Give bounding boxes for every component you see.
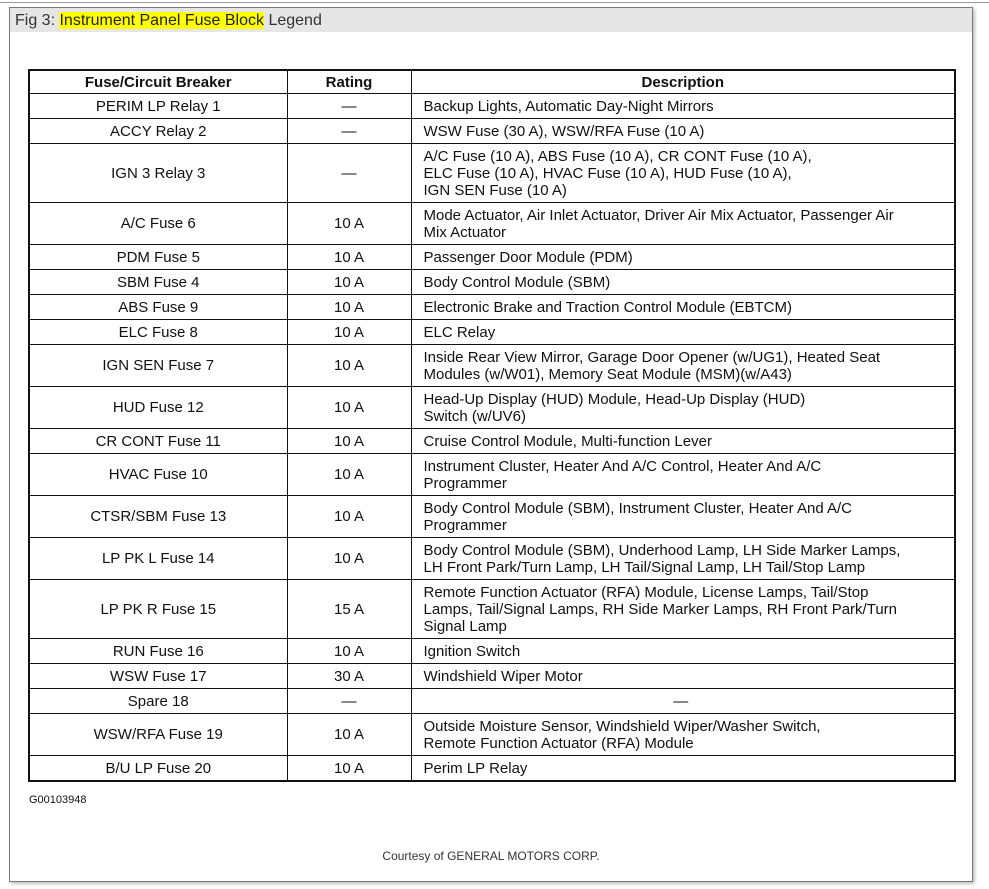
table-row bbox=[29, 387, 955, 429]
description-cell: Backup Lights, Automatic Day-Night Mirrors bbox=[411, 94, 955, 119]
rating-cell: — bbox=[287, 144, 411, 203]
fuse-cell: SBM Fuse 4 bbox=[29, 270, 287, 295]
rating-cell: 30 A bbox=[287, 664, 411, 689]
rating-cell: 15 A bbox=[287, 580, 411, 639]
fuse-cell: A/C Fuse 6 bbox=[29, 203, 287, 245]
rating-cell: 10 A bbox=[287, 639, 411, 664]
description-cell: Electronic Brake and Traction Control Module (EBTCM) bbox=[411, 295, 955, 320]
table-row bbox=[29, 270, 955, 295]
table-row bbox=[29, 454, 955, 496]
fuse-cell: CR CONT Fuse 11 bbox=[29, 429, 287, 454]
table-row bbox=[29, 639, 955, 664]
rating-cell: 10 A bbox=[287, 538, 411, 580]
description-cell: Instrument Cluster, Heater And A/C Control, Heater And A/C Programmer bbox=[411, 454, 955, 496]
caption-highlighted-title: Instrument Panel Fuse Block bbox=[59, 12, 265, 29]
rating-cell: 10 A bbox=[287, 429, 411, 454]
rating-cell: 10 A bbox=[287, 320, 411, 345]
description-cell: Perim LP Relay bbox=[411, 756, 955, 782]
table-row bbox=[29, 345, 955, 387]
fuse-cell: IGN 3 Relay 3 bbox=[29, 144, 287, 203]
table-row bbox=[29, 295, 955, 320]
description-cell: Windshield Wiper Motor bbox=[411, 664, 955, 689]
table-row bbox=[29, 664, 955, 689]
rating-cell: 10 A bbox=[287, 387, 411, 429]
description-cell: Passenger Door Module (PDM) bbox=[411, 245, 955, 270]
description-cell: Body Control Module (SBM) bbox=[411, 270, 955, 295]
header-description: Description bbox=[411, 70, 955, 94]
figure-caption bbox=[15, 12, 322, 30]
table-row bbox=[29, 714, 955, 756]
description-cell: Outside Moisture Sensor, Windshield Wiper/Washer Switch, Remote Function Actuator (RFA) Module bbox=[411, 714, 955, 756]
table-row bbox=[29, 119, 955, 144]
description-cell: Mode Actuator, Air Inlet Actuator, Driver Air Mix Actuator, Passenger Air Mix Actuator bbox=[411, 203, 955, 245]
page-top-rule bbox=[0, 2, 989, 3]
rating-cell: 10 A bbox=[287, 454, 411, 496]
header-rating: Rating bbox=[287, 70, 411, 94]
description-cell: Cruise Control Module, Multi-function Lever bbox=[411, 429, 955, 454]
rating-cell: 10 A bbox=[287, 245, 411, 270]
description-cell: Head-Up Display (HUD) Module, Head-Up Display (HUD) Switch (w/UV6) bbox=[411, 387, 955, 429]
fuse-cell: WSW/RFA Fuse 19 bbox=[29, 714, 287, 756]
fuse-cell: LP PK L Fuse 14 bbox=[29, 538, 287, 580]
caption-bar bbox=[10, 8, 972, 32]
figure-frame bbox=[9, 7, 973, 882]
rating-cell: 10 A bbox=[287, 270, 411, 295]
description-cell: Ignition Switch bbox=[411, 639, 955, 664]
rating-cell: 10 A bbox=[287, 496, 411, 538]
table-row bbox=[29, 580, 955, 639]
caption-prefix: Fig 3: bbox=[15, 12, 60, 29]
rating-cell: 10 A bbox=[287, 714, 411, 756]
table-row bbox=[29, 538, 955, 580]
fuse-cell: ABS Fuse 9 bbox=[29, 295, 287, 320]
table-row bbox=[29, 144, 955, 203]
rating-cell: 10 A bbox=[287, 756, 411, 782]
fuse-cell: PERIM LP Relay 1 bbox=[29, 94, 287, 119]
courtesy-note: Courtesy of GENERAL MOTORS CORP. bbox=[382, 849, 600, 863]
rating-cell: 10 A bbox=[287, 203, 411, 245]
fuse-cell: IGN SEN Fuse 7 bbox=[29, 345, 287, 387]
description-cell: Body Control Module (SBM), Instrument Cluster, Heater And A/C Programmer bbox=[411, 496, 955, 538]
description-cell: WSW Fuse (30 A), WSW/RFA Fuse (10 A) bbox=[411, 119, 955, 144]
description-cell: Remote Function Actuator (RFA) Module, License Lamps, Tail/Stop Lamps, Tail/Signal Lamps, RH Side Marker Lamps, RH Front Park/Turn Signal Lamp bbox=[411, 580, 955, 639]
rating-cell: — bbox=[287, 119, 411, 144]
fuse-cell: Spare 18 bbox=[29, 689, 287, 714]
fuse-cell: WSW Fuse 17 bbox=[29, 664, 287, 689]
table-row bbox=[29, 203, 955, 245]
fuse-cell: RUN Fuse 16 bbox=[29, 639, 287, 664]
description-cell: Body Control Module (SBM), Underhood Lamp, LH Side Marker Lamps, LH Front Park/Turn Lamp, LH Tail/Signal Lamp, LH Tail/Stop Lamp bbox=[411, 538, 955, 580]
description-cell: A/C Fuse (10 A), ABS Fuse (10 A), CR CONT Fuse (10 A), ELC Fuse (10 A), HVAC Fuse (10 A), HUD Fuse (10 A), IGN SEN Fuse (10 A) bbox=[411, 144, 955, 203]
table-body bbox=[29, 94, 955, 782]
table-header-row bbox=[29, 70, 955, 94]
header-fuse: Fuse/Circuit Breaker bbox=[29, 70, 287, 94]
fuse-cell: PDM Fuse 5 bbox=[29, 245, 287, 270]
rating-cell: 10 A bbox=[287, 345, 411, 387]
table-row bbox=[29, 429, 955, 454]
table-row bbox=[29, 756, 955, 782]
description-cell: ELC Relay bbox=[411, 320, 955, 345]
caption-suffix: Legend bbox=[264, 12, 322, 29]
fuse-cell: ELC Fuse 8 bbox=[29, 320, 287, 345]
rating-cell: — bbox=[287, 94, 411, 119]
table-row bbox=[29, 320, 955, 345]
rating-cell: — bbox=[287, 689, 411, 714]
figure-id: G00103948 bbox=[29, 794, 87, 806]
description-cell: — bbox=[411, 689, 955, 714]
table-row bbox=[29, 496, 955, 538]
table-row bbox=[29, 94, 955, 119]
fuse-cell: LP PK R Fuse 15 bbox=[29, 580, 287, 639]
rating-cell: 10 A bbox=[287, 295, 411, 320]
description-cell: Inside Rear View Mirror, Garage Door Opener (w/UG1), Heated Seat Modules (w/W01), Memory Seat Module (MSM)(w/A43) bbox=[411, 345, 955, 387]
fuse-cell: ACCY Relay 2 bbox=[29, 119, 287, 144]
fuse-cell: CTSR/SBM Fuse 13 bbox=[29, 496, 287, 538]
table-row bbox=[29, 689, 955, 714]
fuse-legend-table bbox=[28, 69, 956, 782]
fuse-cell: HUD Fuse 12 bbox=[29, 387, 287, 429]
table-row bbox=[29, 245, 955, 270]
fuse-cell: B/U LP Fuse 20 bbox=[29, 756, 287, 782]
fuse-cell: HVAC Fuse 10 bbox=[29, 454, 287, 496]
